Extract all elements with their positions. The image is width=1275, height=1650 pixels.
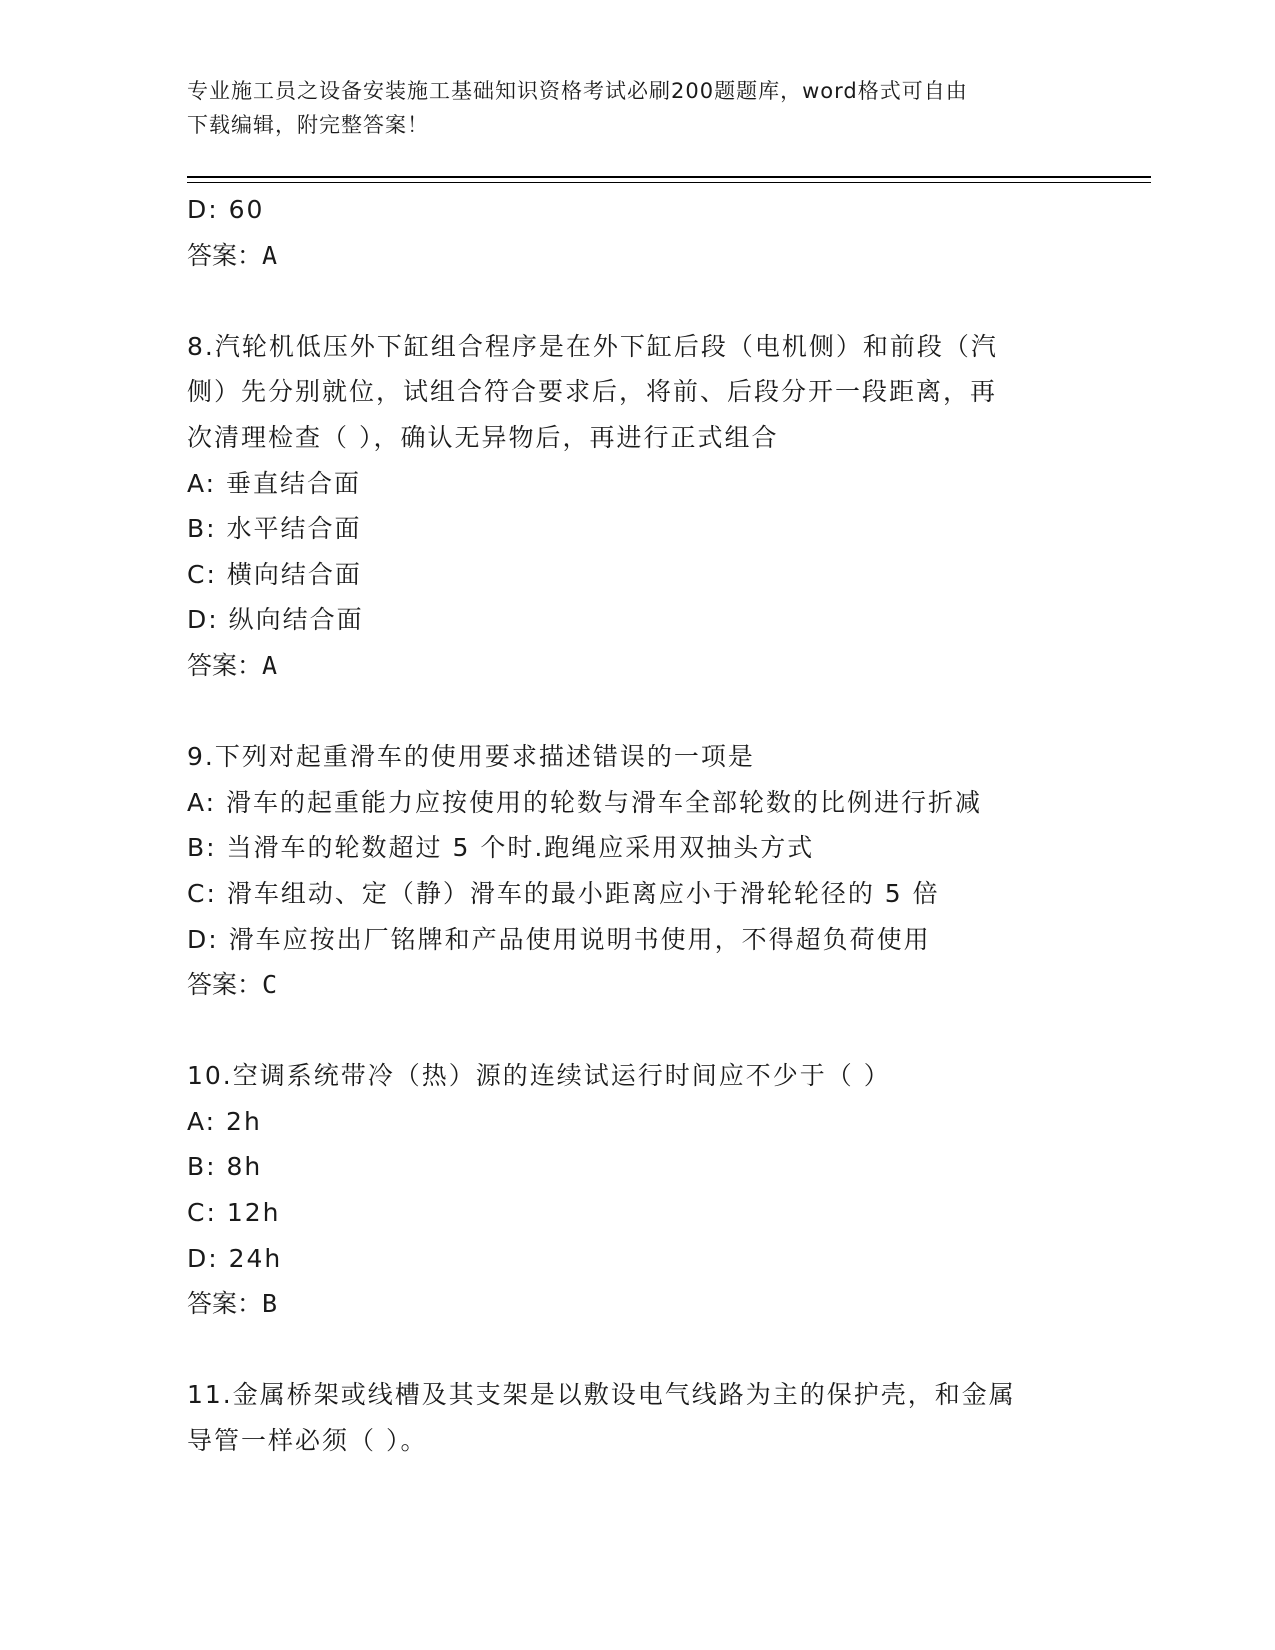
option-d: D: 24h bbox=[187, 1243, 283, 1273]
spacer bbox=[187, 689, 1087, 735]
header-line-1: 专业施工员之设备安装施工基础知识资格考试必刷200题题库，word格式可自由 bbox=[187, 79, 968, 103]
question-text-line: 侧）先分别就位，试组合符合要求后，将前、后段分开一段距离，再 bbox=[187, 377, 998, 407]
question-text-line: 11.金属桥架或线槽及其支架是以敷设电气线路为主的保护壳，和金属 bbox=[187, 1380, 1016, 1410]
header-divider-thin bbox=[187, 182, 1151, 183]
option-a: A: 滑车的起重能力应按使用的轮数与滑车全部轮数的比例进行折减 bbox=[187, 787, 983, 817]
option-c: C: 12h bbox=[187, 1198, 281, 1228]
question-text-line: 8.汽轮机低压外下缸组合程序是在外下缸后段（电机侧）和前段（汽 bbox=[187, 331, 998, 361]
option-b: B: 水平结合面 bbox=[187, 514, 362, 544]
question-text-line: 9.下列对起重滑车的使用要求描述错误的一项是 bbox=[187, 742, 755, 772]
option-c: C: 横向结合面 bbox=[187, 559, 362, 589]
question-8 bbox=[187, 324, 1087, 689]
header-divider-thick bbox=[187, 176, 1151, 178]
answer: 答案：B bbox=[187, 1289, 278, 1319]
option-c: C: 滑车组动、定（静）滑车的最小距离应小于滑轮轮径的 5 倍 bbox=[187, 878, 940, 908]
spacer bbox=[187, 1008, 1087, 1054]
spacer bbox=[187, 278, 1087, 324]
prev-answer: 答案：A bbox=[187, 240, 278, 270]
question-11 bbox=[187, 1372, 1087, 1463]
prev-option-d: D: 60 bbox=[187, 195, 265, 224]
option-b: B: 当滑车的轮数超过 5 个时.跑绳应采用双抽头方式 bbox=[187, 833, 815, 863]
page-header bbox=[187, 74, 1087, 142]
question-content bbox=[187, 187, 1087, 1464]
answer: 答案：A bbox=[187, 650, 278, 680]
answer: 答案：C bbox=[187, 970, 278, 1000]
question-9 bbox=[187, 734, 1087, 1008]
option-a: A: 垂直结合面 bbox=[187, 468, 362, 498]
option-b: B: 8h bbox=[187, 1152, 263, 1182]
option-d: D: 纵向结合面 bbox=[187, 605, 364, 635]
header-line-2: 下载编辑，附完整答案！ bbox=[187, 113, 429, 137]
option-a: A: 2h bbox=[187, 1106, 262, 1136]
option-d: D: 滑车应按出厂铭牌和产品使用说明书使用，不得超负荷使用 bbox=[187, 924, 931, 954]
spacer bbox=[187, 1327, 1087, 1373]
question-text-line: 次清理检查（ ），确认无异物后，再进行正式组合 bbox=[187, 422, 779, 452]
question-10 bbox=[187, 1053, 1087, 1327]
question-text-line: 10.空调系统带冷（热）源的连续试运行时间应不少于（ ） bbox=[187, 1061, 891, 1091]
question-text-line: 导管一样必须（ ）。 bbox=[187, 1426, 428, 1456]
